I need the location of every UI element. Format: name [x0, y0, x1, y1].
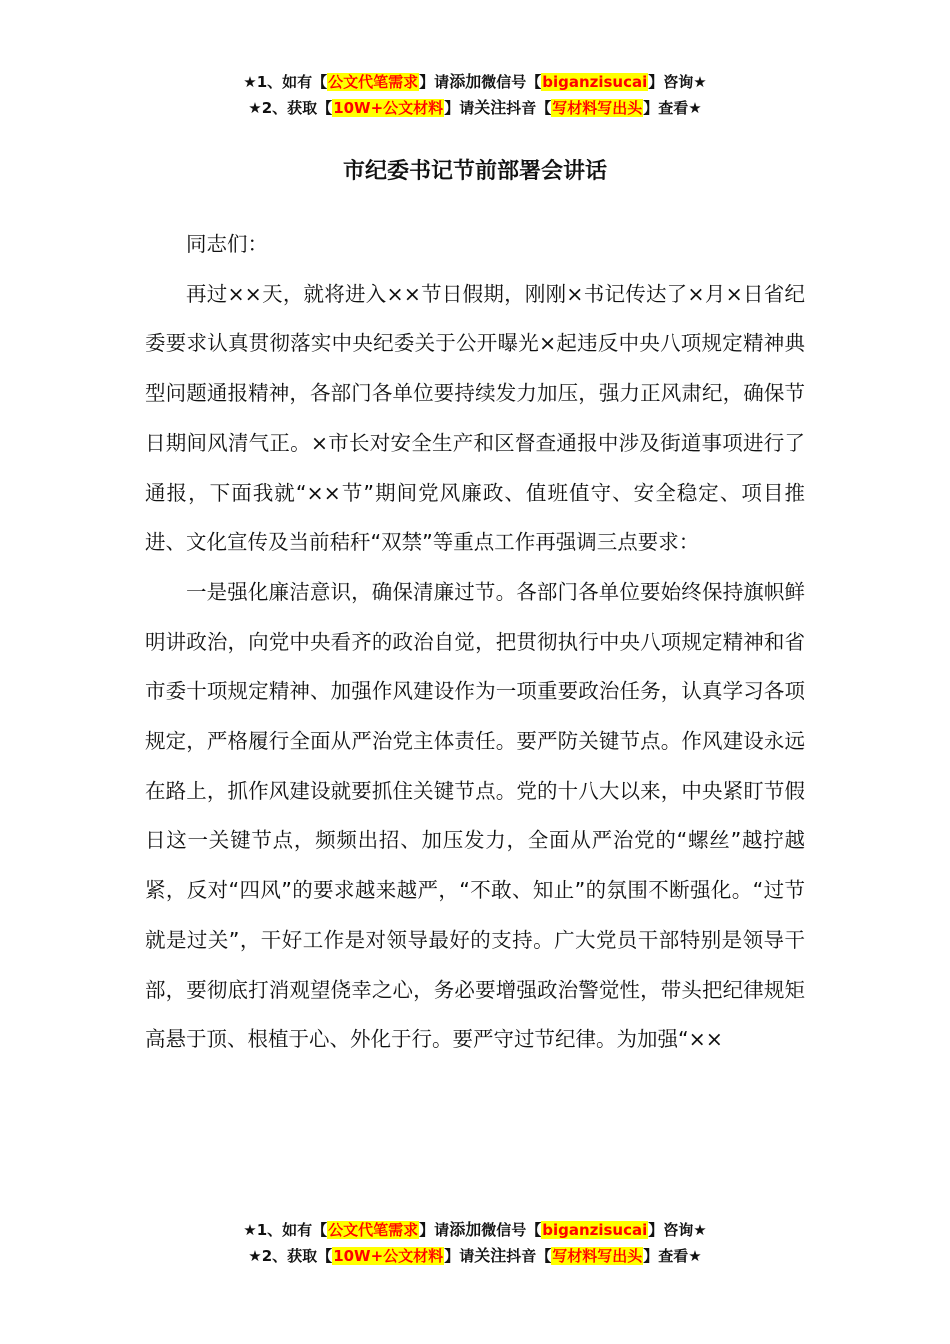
- notice-emphasis: 关注: [474, 1246, 507, 1265]
- notice-text: ★1、如有【: [243, 73, 328, 91]
- notice-highlight: 10W+公文材料: [333, 99, 444, 117]
- document-title: 市纪委书记节前部署会讲话: [342, 159, 607, 184]
- notice-emphasis: 添加: [449, 1220, 482, 1239]
- footer-notice: [0, 1217, 950, 1269]
- notice-wechat-id: biganzisucai: [542, 1221, 648, 1239]
- notice-emphasis: 添加: [449, 72, 482, 91]
- notice-douyin-account: 写材料写出头: [552, 1247, 643, 1265]
- notice-text: ★2、获取【: [248, 1247, 333, 1265]
- notice-text: ★1、如有【: [243, 1221, 328, 1239]
- notice-text: 微信号【: [481, 73, 542, 91]
- notice-text: 抖音【: [506, 1247, 552, 1265]
- notice-text: 】请: [444, 1247, 475, 1265]
- document-body: [145, 220, 805, 1065]
- notice-wechat-id: biganzisucai: [542, 73, 648, 91]
- notice-text: 微信号【: [481, 1221, 542, 1239]
- notice-text: 】请: [444, 99, 475, 117]
- notice-highlight: 公文代笔需求: [328, 73, 419, 91]
- header-notice: [0, 69, 950, 121]
- salutation: 同志们：: [186, 232, 268, 256]
- notice-douyin-account: 写材料写出头: [552, 99, 643, 117]
- footer-notice-line-1: [0, 1217, 950, 1243]
- notice-emphasis: 关注: [474, 98, 507, 117]
- header-notice-line-1: [0, 69, 950, 95]
- header-notice-line-2: [0, 95, 950, 121]
- notice-text: 】查看★: [643, 1247, 702, 1265]
- notice-highlight: 10W+公文材料: [333, 1247, 444, 1265]
- notice-highlight: 公文代笔需求: [328, 1221, 419, 1239]
- footer-notice-line-2: [0, 1243, 950, 1269]
- body-paragraph: 再过××天，就将进入××节日假期，刚刚×书记传达了×月×日省纪委要求认真贯彻落实中央纪委关于公开曝光×起违反中央八项规定精神典型问题通报精神，各部门各单位要持续发力加压，强力正风肃纪，确保节日期间风清气正。×市长对安全生产和区督查通报中涉及街道事项进行了通报，下面我就“××节”期间党风廉政、值班值守、安全稳定、项目推进、文化宣传及当前秸秆“双禁”等重点工作再强调三点要求：: [145, 281, 805, 555]
- notice-text: 】请: [419, 73, 450, 91]
- notice-text: 】请: [419, 1221, 450, 1239]
- notice-text: 】咨询★: [648, 1221, 707, 1239]
- notice-text: ★2、获取【: [248, 99, 333, 117]
- notice-text: 】咨询★: [648, 73, 707, 91]
- notice-text: 抖音【: [506, 99, 552, 117]
- notice-text: 】查看★: [643, 99, 702, 117]
- body-paragraph: 一是强化廉洁意识，确保清廉过节。各部门各单位要始终保持旗帜鲜明讲政治，向党中央看齐的政治自觉，把贯彻执行中央八项规定精神和省市委十项规定精神、加强作风建设作为一项重要政治任务，认真学习各项规定，严格履行全面从严治党主体责任。要严防关键节点。作风建设永远在路上，抓作风建设就要抓住关键节点。党的十八大以来，中央紧盯节假日这一关键节点，频频出招、加压发力，全面从严治党的“螺丝”越拧越紧，反对“四风”的要求越来越严，“不敢、知止”的氛围不断强化。“过节就是过关”，干好工作是对领导最好的支持。广大党员干部特别是领导干部，要彻底打消观望侥幸之心，务必要增强政治警觉性，带头把纪律规矩高悬于顶、根植于心、外化于行。要严守过节纪律。为加强“××: [145, 579, 805, 1052]
